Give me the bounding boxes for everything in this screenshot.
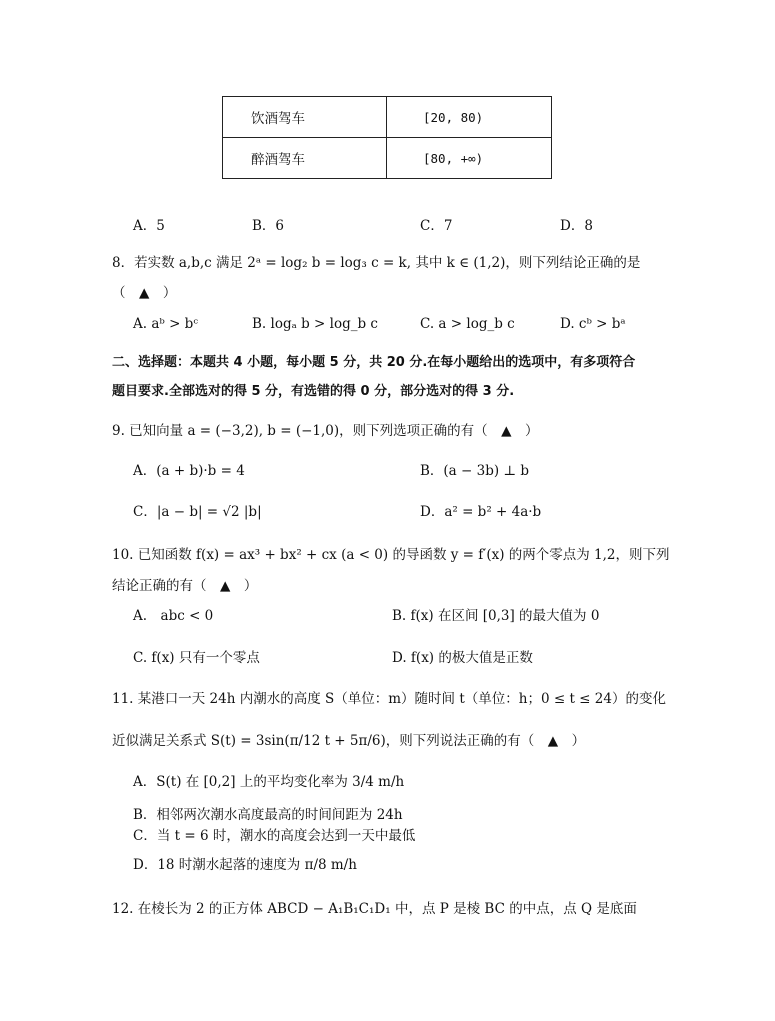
- table-row: [223, 138, 552, 179]
- q8-blank: （ ▲ ）: [112, 285, 177, 301]
- q7-option-b: B．6: [252, 218, 285, 234]
- bac-table: [222, 96, 552, 179]
- q9-stem: 9. 已知向量 a = (−3,2), b = (−1,0)，则下列选项正确的有（ ▲ ）: [112, 423, 539, 439]
- section2-heading-line2: 题目要求.全部选对的得 5 分，有选错的得 0 分，部分选对的得 3 分.: [112, 384, 515, 399]
- q11-option-c: C．当 t = 6 时，潮水的高度会达到一天中最低: [133, 828, 416, 844]
- q9-option-d: D．a² = b² + 4a·b: [420, 504, 542, 520]
- q11-option-a: A．S(t) 在 [0,2] 上的平均变化率为 3/4 m/h: [133, 774, 405, 790]
- q8-stem: 8．若实数 a,b,c 满足 2ᵃ = log₂ b = log₃ c = k, 其中 k ∈ (1,2)，则下列结论正确的是: [112, 255, 641, 271]
- table-cell-label: 饮酒驾车: [223, 97, 387, 138]
- q11-option-d: D．18 时潮水起落的速度为 π/8 m/h: [133, 857, 357, 873]
- q10-option-c: C. f(x) 只有一个零点: [133, 650, 260, 666]
- q11-option-b: B．相邻两次潮水高度最高的时间间距为 24h: [133, 807, 403, 823]
- q12-stem: 12. 在棱长为 2 的正方体 ABCD − A₁B₁C₁D₁ 中，点 P 是棱 BC 的中点，点 Q 是底面: [112, 901, 637, 917]
- q10-stem-cont: 结论正确的有（ ▲ ）: [112, 578, 258, 594]
- q9-option-a: A．(a + b)·b = 4: [133, 463, 245, 479]
- table-cell-range: [20, 80): [387, 97, 552, 138]
- q10-option-b: B. f(x) 在区间 [0,3] 的最大值为 0: [392, 608, 600, 624]
- q10-option-d: D. f(x) 的极大值是正数: [392, 650, 533, 666]
- section2-heading-line1: 二、选择题：本题共 4 小题，每小题 5 分，共 20 分.在每小题给出的选项中，有多项符合: [112, 355, 636, 370]
- table-cell-label: 醉酒驾车: [223, 138, 387, 179]
- q9-option-b: B．(a − 3b) ⊥ b: [420, 463, 530, 479]
- q10-stem: 10. 已知函数 f(x) = ax³ + bx² + cx (a < 0) 的导函数 y = f′(x) 的两个零点为 1,2，则下列: [112, 547, 670, 563]
- q7-option-a: A．5: [133, 218, 165, 234]
- q10-option-a: A. abc < 0: [133, 608, 214, 624]
- table-row: [223, 97, 552, 138]
- q7-option-d: D．8: [560, 218, 593, 234]
- table-cell-range: [80, +∞): [387, 138, 552, 179]
- q8-option-a: A. aᵇ > bᶜ: [133, 316, 198, 332]
- q7-option-c: C．7: [420, 218, 453, 234]
- q8-option-d: D. cᵇ > bᵃ: [560, 316, 626, 332]
- q8-option-b: B. logₐ b > log_b c: [252, 316, 378, 332]
- q9-option-c: C．|a − b| = √2 |b|: [133, 504, 262, 520]
- q11-stem-cont: 近似满足关系式 S(t) = 3sin(π/12 t + 5π/6)，则下列说法正确的有（ ▲ ）: [112, 733, 586, 749]
- q11-stem: 11. 某港口一天 24h 内潮水的高度 S（单位：m）随时间 t（单位：h；0 ≤ t ≤ 24）的变化: [112, 691, 666, 707]
- q8-option-c: C. a > log_b c: [420, 316, 515, 332]
